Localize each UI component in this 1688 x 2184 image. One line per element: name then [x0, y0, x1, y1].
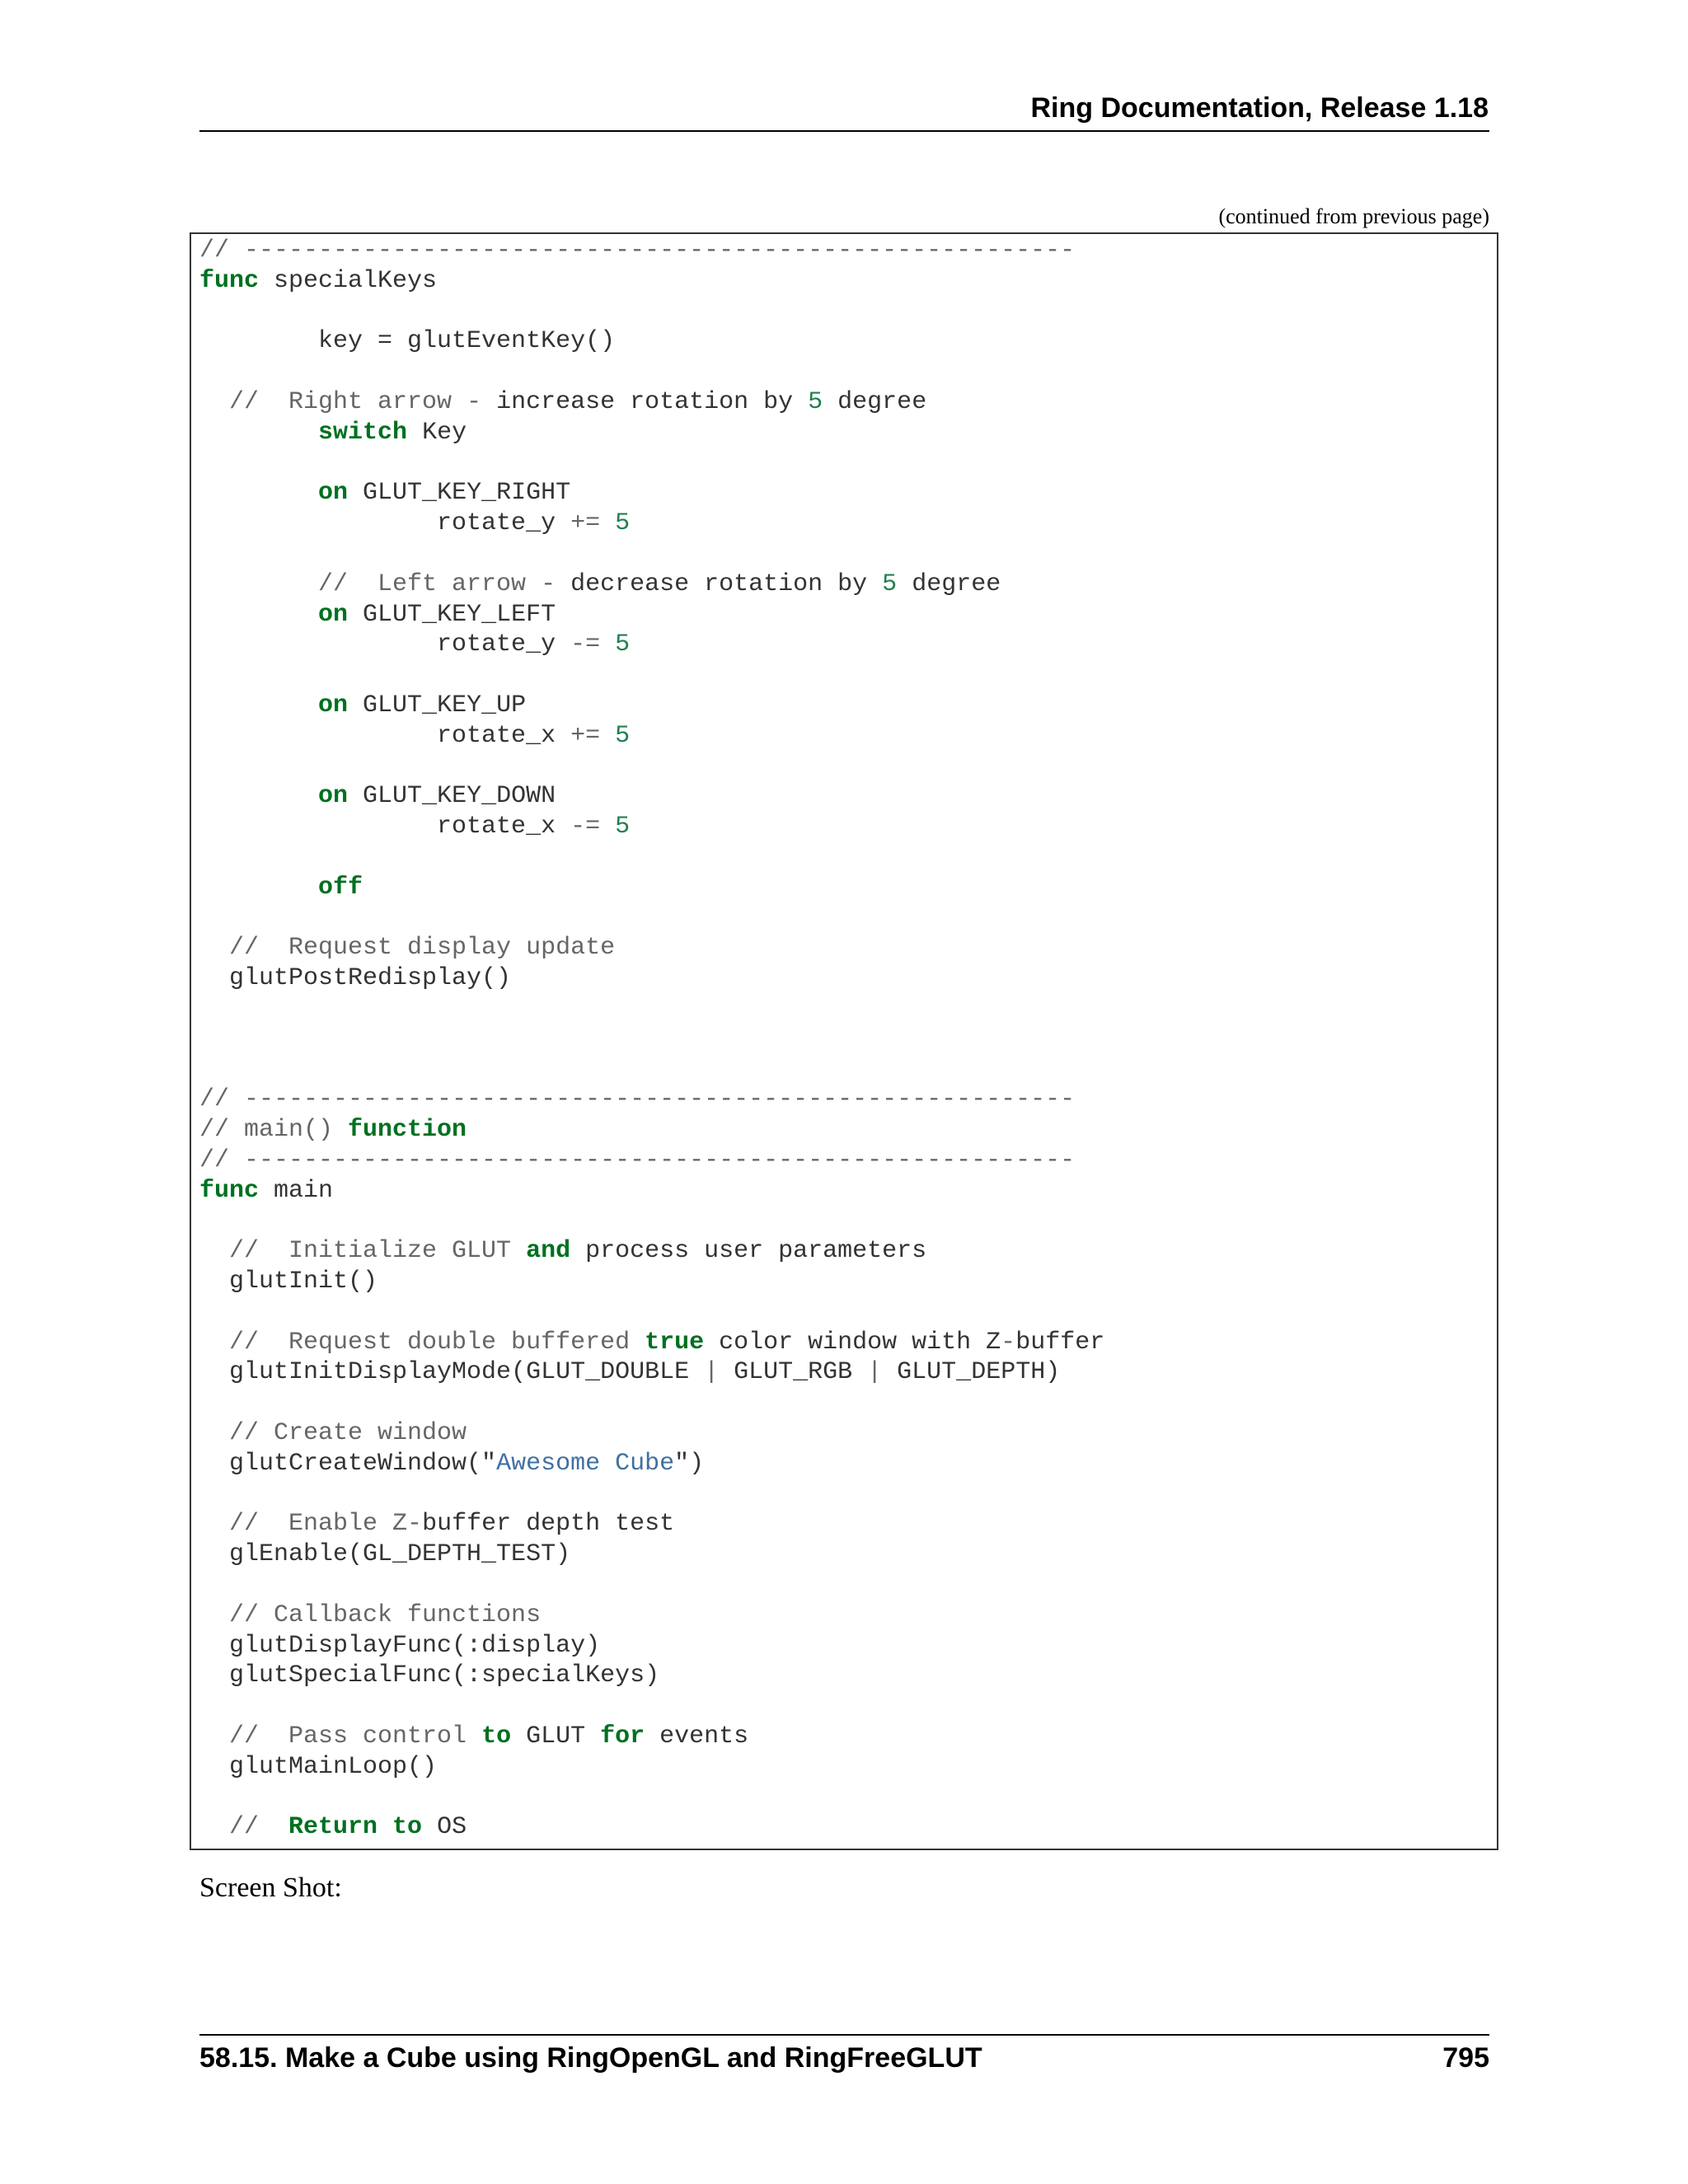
code-line	[199, 1812, 1104, 1843]
code-line	[199, 1024, 1104, 1055]
code-line	[199, 1752, 1104, 1783]
code-line	[199, 1601, 1104, 1631]
code-token-text	[199, 691, 318, 719]
code-line	[199, 781, 1104, 812]
code-line	[199, 1328, 1104, 1358]
code-token-keyword: and	[526, 1237, 571, 1266]
code-token-text	[600, 509, 615, 537]
code-line	[199, 691, 1104, 721]
code-token-op: |	[867, 1358, 883, 1387]
code-token-number: 5	[615, 813, 631, 841]
code-token-keyword: func	[199, 1176, 260, 1205]
code-token-text: color window with Z	[704, 1328, 1001, 1357]
code-line	[199, 1783, 1104, 1813]
code-token-comment: // Enable Z	[199, 1510, 408, 1539]
code-line	[199, 873, 1104, 903]
code-line	[199, 721, 1104, 752]
code-token-op: -=	[570, 813, 601, 841]
code-token-text: GLUT_KEY_DOWN	[348, 782, 556, 811]
code-token-text	[199, 479, 318, 507]
code-token-text: OS	[422, 1813, 467, 1842]
footer-divider	[199, 2034, 1489, 2036]
code-token-text: rotate_x	[199, 813, 571, 841]
code-token-keyword: on	[318, 479, 349, 508]
code-token-text: events	[645, 1722, 749, 1751]
code-line	[199, 1418, 1104, 1449]
code-token-text: glutDisplayFunc(:display)	[199, 1631, 601, 1660]
code-line	[199, 963, 1104, 994]
code-token-comment: // Callback functions	[199, 1601, 542, 1629]
code-token-text	[600, 813, 615, 841]
code-token-text: GLUT_KEY_RIGHT	[348, 479, 571, 508]
code-token-text: degree	[823, 387, 927, 416]
code-token-text: GLUT_RGB	[719, 1358, 868, 1387]
code-token-keyword: switch	[318, 418, 408, 447]
footer-section-title: 58.15. Make a Cube using RingOpenGL and RingFreeGLUT	[199, 2042, 982, 2074]
code-token-op: -	[1001, 1328, 1016, 1357]
code-token-text: glutInit()	[199, 1268, 378, 1296]
code-token-number: 5	[808, 387, 823, 416]
code-token-keyword: true	[645, 1328, 705, 1357]
code-token-op: -	[541, 569, 556, 598]
code-token-text: GLUT_DEPTH)	[882, 1358, 1061, 1387]
code-token-comment: // Create window	[199, 1419, 467, 1448]
code-line	[199, 266, 1104, 297]
page-header-title: Ring Documentation, Release 1.18	[1030, 92, 1489, 124]
code-token-comment: // Right arrow	[199, 387, 467, 416]
code-token-op: -=	[570, 630, 601, 659]
code-token-text: buffer depth test	[422, 1510, 675, 1539]
code-token-text	[199, 419, 318, 447]
code-line	[199, 1115, 1104, 1146]
code-line	[199, 1691, 1104, 1722]
code-line	[199, 660, 1104, 691]
code-token-comment: // Request display update	[199, 934, 616, 963]
code-token-keyword: to	[481, 1722, 512, 1751]
code-line	[199, 1267, 1104, 1297]
code-token-comment: // Initialize GLUT	[199, 1237, 527, 1266]
code-token-text	[600, 630, 615, 658]
code-token-text: glutSpecialFunc(:specialKeys)	[199, 1661, 660, 1690]
code-line	[199, 1540, 1104, 1570]
code-line	[199, 903, 1104, 934]
code-token-op: |	[704, 1358, 720, 1387]
code-token-text: glutMainLoop()	[199, 1752, 438, 1781]
code-token-keyword: on	[318, 691, 349, 719]
code-line	[199, 1722, 1104, 1752]
continued-note: (continued from previous page)	[1218, 204, 1489, 228]
code-line	[199, 1479, 1104, 1510]
code-token-text	[199, 874, 318, 902]
code-token-op: +=	[570, 721, 601, 750]
code-token-keyword: Return to	[288, 1813, 423, 1842]
code-token-text	[199, 601, 318, 629]
code-token-keyword: off	[318, 873, 363, 902]
code-token-keyword: func	[199, 266, 260, 295]
code-line	[199, 1146, 1104, 1176]
code-token-comment: // --------------------------------------------------------	[199, 237, 1076, 265]
code-token-text: key = glutEventKey()	[199, 327, 616, 356]
code-token-keyword: for	[600, 1722, 645, 1751]
code-token-number: 5	[615, 509, 631, 538]
code-token-text: GLUT_KEY_UP	[348, 691, 527, 719]
code-line	[199, 1631, 1104, 1661]
code-token-text: glutPostRedisplay()	[199, 964, 512, 993]
code-line	[199, 1570, 1104, 1601]
code-line	[199, 994, 1104, 1024]
code-line	[199, 933, 1104, 963]
code-token-text: rotate_y	[199, 630, 571, 659]
code-token-text: buffer	[1015, 1328, 1105, 1357]
code-token-text: specialKeys	[259, 266, 438, 295]
code-token-number: 5	[615, 630, 631, 659]
code-line	[199, 1509, 1104, 1540]
code-line	[199, 297, 1104, 327]
code-token-text: Key	[407, 418, 467, 447]
code-token-text	[600, 722, 615, 750]
code-token-comment: // --------------------------------------------------------	[199, 1085, 1076, 1114]
code-token-op: -	[407, 1510, 423, 1539]
code-token-op: -	[467, 387, 482, 416]
code-token-text: ")	[674, 1449, 705, 1478]
code-line	[199, 752, 1104, 782]
code-line	[199, 1207, 1104, 1237]
code-line	[199, 1297, 1104, 1328]
code-block	[199, 236, 1104, 1843]
code-line	[199, 326, 1104, 357]
code-token-keyword: function	[348, 1116, 467, 1145]
code-token-text: rotate_y	[199, 509, 571, 538]
code-token-text: process user parameters	[570, 1237, 927, 1266]
code-token-text: main	[259, 1176, 334, 1205]
code-token-comment: // Left arrow	[199, 569, 542, 598]
code-line	[199, 812, 1104, 842]
code-line	[199, 1085, 1104, 1115]
code-token-text: rotate_x	[199, 721, 571, 750]
page-number: 795	[1442, 2042, 1489, 2074]
header-divider	[199, 130, 1489, 132]
code-line	[199, 569, 1104, 600]
code-line	[199, 600, 1104, 630]
code-line	[199, 1176, 1104, 1207]
code-token-comment: // Request double buffered	[199, 1328, 645, 1357]
code-line	[199, 448, 1104, 479]
code-line	[199, 357, 1104, 387]
code-token-string: Awesome Cube	[496, 1449, 675, 1478]
code-line	[199, 842, 1104, 873]
code-token-text: GLUT_KEY_LEFT	[348, 600, 556, 629]
screenshot-label: Screen Shot:	[199, 1872, 342, 1903]
code-token-keyword: on	[318, 782, 349, 811]
code-line	[199, 1236, 1104, 1267]
code-token-text: degree	[897, 569, 1001, 598]
code-token-text: glutCreateWindow("	[199, 1449, 497, 1478]
code-line	[199, 1388, 1104, 1418]
code-token-text: GLUT	[511, 1722, 601, 1751]
code-line	[199, 236, 1104, 266]
code-line	[199, 630, 1104, 660]
code-token-text	[199, 782, 318, 810]
code-token-text: glEnable(GL_DEPTH_TEST)	[199, 1540, 571, 1569]
code-line	[199, 418, 1104, 448]
code-line	[199, 509, 1104, 539]
code-token-keyword: on	[318, 600, 349, 629]
code-token-number: 5	[615, 721, 631, 750]
code-token-op: +=	[570, 509, 601, 538]
code-line	[199, 387, 1104, 418]
code-line	[199, 1357, 1104, 1388]
code-token-comment: // main()	[199, 1116, 349, 1145]
code-token-number: 5	[882, 569, 898, 598]
code-line	[199, 1449, 1104, 1479]
code-token-text: decrease rotation by	[556, 569, 883, 598]
code-line	[199, 1055, 1104, 1085]
code-token-comment: // Pass control	[199, 1722, 482, 1751]
code-line	[199, 478, 1104, 509]
code-token-comment: // --------------------------------------------------------	[199, 1146, 1076, 1174]
code-token-text: glutInitDisplayMode(GLUT_DOUBLE	[199, 1358, 705, 1387]
code-line	[199, 539, 1104, 569]
code-token-comment: //	[199, 1813, 289, 1842]
code-token-text: increase rotation by	[481, 387, 809, 416]
code-line	[199, 1661, 1104, 1691]
